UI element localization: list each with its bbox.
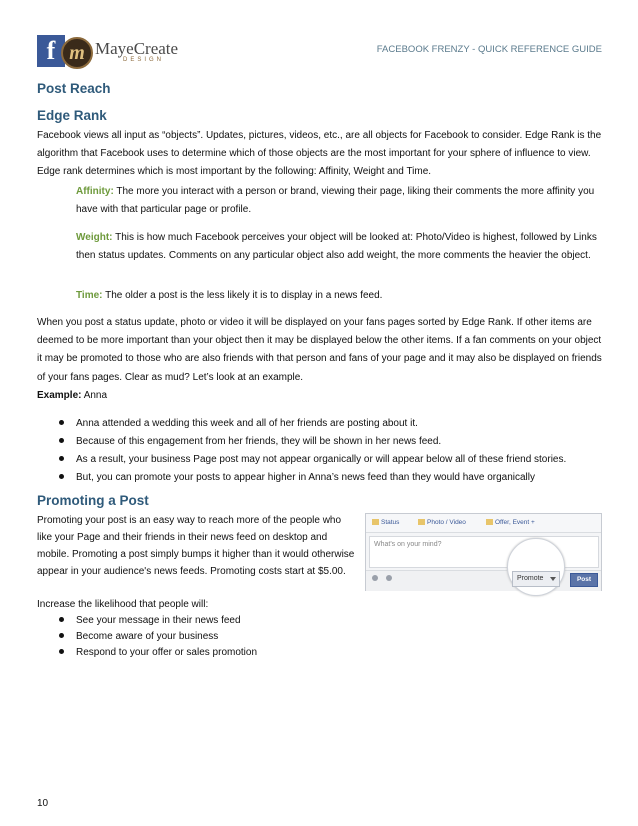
brand-name: MayeCreate <box>95 39 179 58</box>
tab-status[interactable] <box>372 519 399 526</box>
chevron-down-icon <box>550 577 556 581</box>
list-item-text: See your message in their news feed <box>76 615 241 626</box>
list-item-text: Because of this engagement from her friends, they will be shown in her news feed. <box>76 436 442 447</box>
facebook-logo-icon: f <box>37 35 65 67</box>
highlight-circle <box>507 538 565 596</box>
brand-sub: DESIGN <box>123 57 165 63</box>
offer-icon <box>486 519 493 525</box>
list-item-text: As a result, your business Page post may not appear organically or will appear below all of these friend stories. <box>76 454 567 465</box>
bullet-icon <box>59 649 64 654</box>
bullet-icon <box>59 438 64 443</box>
status-icon <box>372 519 379 525</box>
likelihood-intro: Increase the likelihood that people will: <box>37 599 209 610</box>
post-button[interactable]: Post <box>570 573 598 587</box>
bullet-icon <box>59 474 64 479</box>
status-placeholder: What's on your mind? <box>374 541 442 548</box>
factor-text: The older a post is the less likely it is to display in a news feed. <box>102 290 383 301</box>
list-item <box>59 451 566 468</box>
page-number: 10 <box>37 798 49 809</box>
promoting-paragraph: Promoting your post is an easy way to reach more of the people who like your Page and their friends in their news feed on desktop and mobile. Promoting a post simply bumps it higher than it would otherwise appear in your audience's news feeds. Promoting costs start at $5.00. <box>37 515 355 577</box>
list-item <box>59 612 241 629</box>
edge-rank-paragraph: Facebook views all input as “objects”. Updates, pictures, videos, etc., are all objects for Facebook to consider. Edge Rank is the algorithm that Facebook uses to determine which of those objects are the most important for your sphere of influence to view. Edge rank determines which is most important by the following: Affinity, Weight and Time. <box>37 130 602 178</box>
example-name: Anna <box>81 390 108 401</box>
mayecreate-emblem-icon: m <box>61 37 93 69</box>
bullet-icon <box>59 456 64 461</box>
factor-time <box>76 287 602 305</box>
composer-tabs <box>366 514 601 533</box>
edge-rank-heading: Edge Rank <box>37 108 107 123</box>
factor-text: This is how much Facebook perceives your object will be looked at: Photo/Video is highest, followed by Links then status updates. Comments on any particular object also add weight, the more comments the heavier the object. <box>76 232 597 262</box>
bullet-icon <box>59 633 64 638</box>
mayecreate-logo <box>37 35 177 69</box>
factor-term: Weight: <box>76 232 113 243</box>
guide-title: FACEBOOK FRENZY - QUICK REFERENCE GUIDE <box>376 44 602 55</box>
camera-icon[interactable] <box>372 575 378 581</box>
factor-weight <box>76 229 602 265</box>
factor-term: Time: <box>76 290 103 301</box>
tab-photo-video[interactable] <box>418 519 466 526</box>
location-icon[interactable] <box>386 575 392 581</box>
example-line <box>37 387 603 405</box>
promote-button[interactable] <box>512 571 560 587</box>
tab-label: Photo / Video <box>427 519 466 526</box>
list-item <box>59 628 218 645</box>
composer-footer <box>366 570 601 591</box>
factor-text: The more you interact with a person or brand, viewing their page, liking their comments the more affinity you have with that particular page or profile. <box>76 186 595 216</box>
factor-term: Affinity: <box>76 186 114 197</box>
tab-offer-event[interactable] <box>486 519 535 526</box>
list-item <box>59 469 535 486</box>
list-item-text: Respond to your offer or sales promotion <box>76 647 258 658</box>
facebook-post-screenshot <box>365 513 602 591</box>
list-item <box>59 433 441 450</box>
photo-icon <box>418 519 425 525</box>
factor-affinity <box>76 183 602 219</box>
tab-label: Offer, Event + <box>495 519 535 526</box>
list-item <box>59 644 257 661</box>
list-item-text: Anna attended a wedding this week and all of her friends are posting about it. <box>76 418 418 429</box>
status-paragraph: When you post a status update, photo or video it will be displayed on your fans pages sorted by Edge Rank. If other items are deemed to be more important than your object then it may be displayed below the other items. If a fan comments on your object it may be promoted to those who are also friends with that person and fans of your page and it may also be displayed on friends of your fans pages. Clear as mud? Let’s look at an example. <box>37 317 602 383</box>
example-label: Example: <box>37 390 82 401</box>
list-item-text: But, you can promote your posts to appear higher in Anna’s news feed than they would have organically <box>76 472 535 483</box>
bullet-icon <box>59 617 64 622</box>
bullet-icon <box>59 420 64 425</box>
list-item <box>59 415 418 432</box>
post-reach-heading: Post Reach <box>37 81 111 96</box>
tab-label: Status <box>381 519 400 526</box>
promote-label: Promote <box>517 575 544 582</box>
promoting-heading: Promoting a Post <box>37 493 149 508</box>
list-item-text: Become aware of your business <box>76 631 219 642</box>
